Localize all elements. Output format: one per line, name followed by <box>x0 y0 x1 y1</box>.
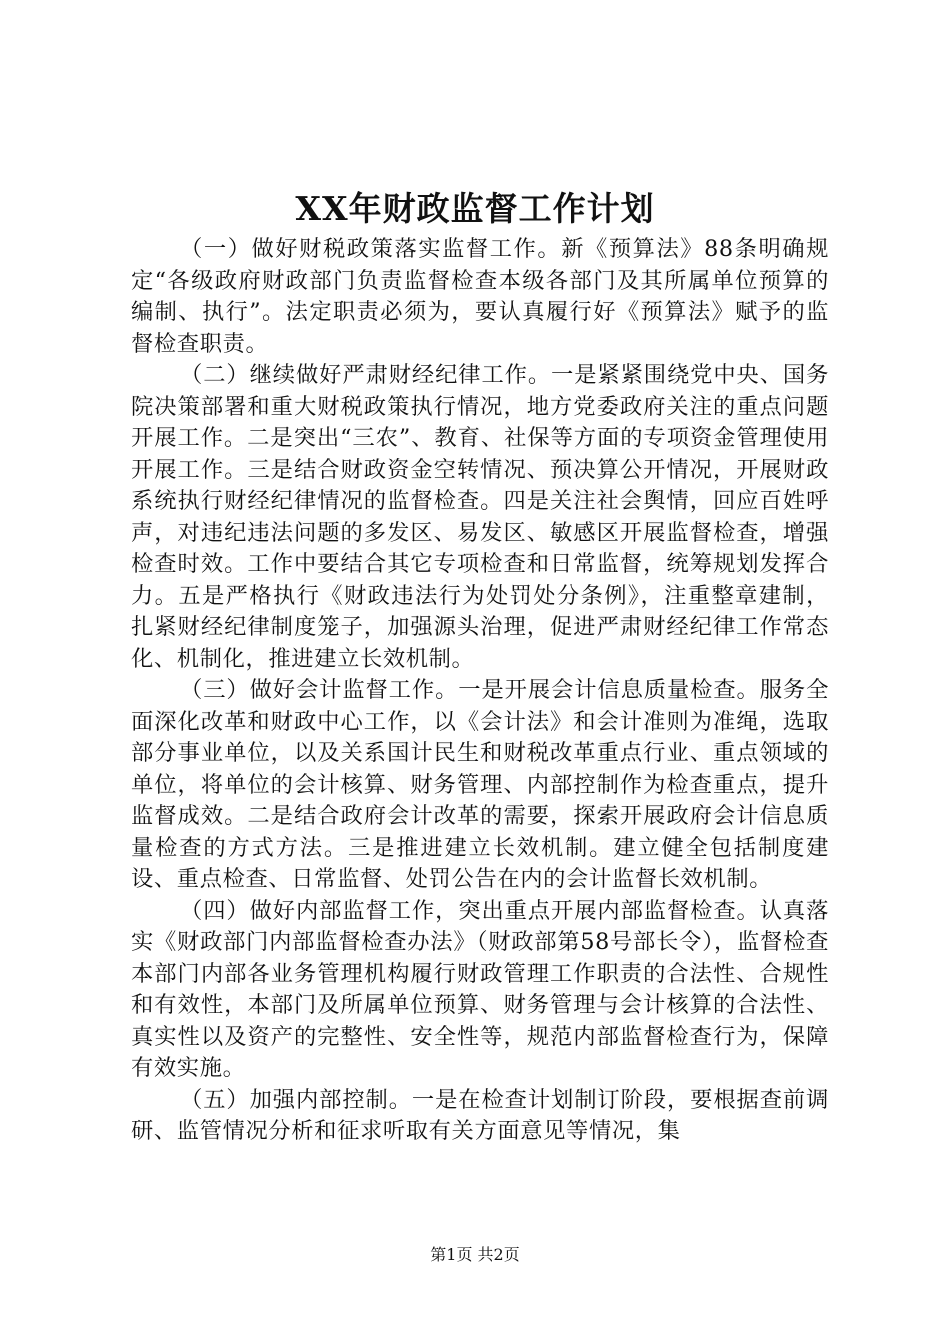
paragraph-3: （三）做好会计监督工作。一是开展会计信息质量检查。服务全面深化改革和财政中心工作，以《会计法》和会计准则为准绳，选取部分事业单位，以及关系国计民生和财税改革重点行业、重点领域的单位，将单位的会计核算、财务管理、内部控制作为检查重点，提升监督成效。二是结合政府会计改革的需要，探索开展政府会计信息质量检查的方式方法。三是推进建立长效机制。建立健全包括制度建设、重点检查、日常监督、处罚公告在内的会计监督长效机制。 <box>131 677 829 892</box>
page-footer: 第1页 共2页 <box>430 1245 520 1264</box>
paragraph-1: （一）做好财税政策落实监督工作。新《预算法》88条明确规定“各级政府财政部门负责监督检查本级各部门及其所属单位预算的编制、执行”。法定职责必须为，要认真履行好《预算法》赋予的监督检查职责。 <box>131 236 829 357</box>
document-body <box>131 234 829 1148</box>
document-title: XX年财政监督工作计划 <box>295 189 655 228</box>
paragraph-5: （五）加强内部控制。一是在检查计划制订阶段，要根据查前调研、监管情况分析和征求听取有关方面意见等情况，集 <box>131 1086 829 1144</box>
paragraph-2: （二）继续做好严肃财经纪律工作。一是紧紧围绕党中央、国务院决策部署和重大财税政策执行情况，地方党委政府关注的重点问题开展工作。二是突出“三农”、教育、社保等方面的专项资金管理使用开展工作。三是结合财政资金空转情况、预决算公开情况，开展财政系统执行财经纪律情况的监督检查。四是关注社会舆情，回应百姓呼声，对违纪违法问题的多发区、易发区、敏感区开展监督检查，增强检查时效。工作中要结合其它专项检查和日常监督，统筹规划发挥合力。五是严格执行《财政违法行为处罚处分条例》，注重整章建制，扎紧财经纪律制度笼子，加强源头治理，促进严肃财经纪律工作常态化、机制化，推进建立长效机制。 <box>131 362 829 672</box>
paragraph-4: （四）做好内部监督工作，突出重点开展内部监督检查。认真落实《财政部门内部监督检查办法》（财政部第58号部长令），监督检查本部门内部各业务管理机构履行财政管理工作职责的合法性、合规性和有效性，本部门及所属单位预算、财务管理与会计核算的合法性、真实性以及资产的完整性、安全性等，规范内部监督检查行为，保障有效实施。 <box>131 897 829 1081</box>
